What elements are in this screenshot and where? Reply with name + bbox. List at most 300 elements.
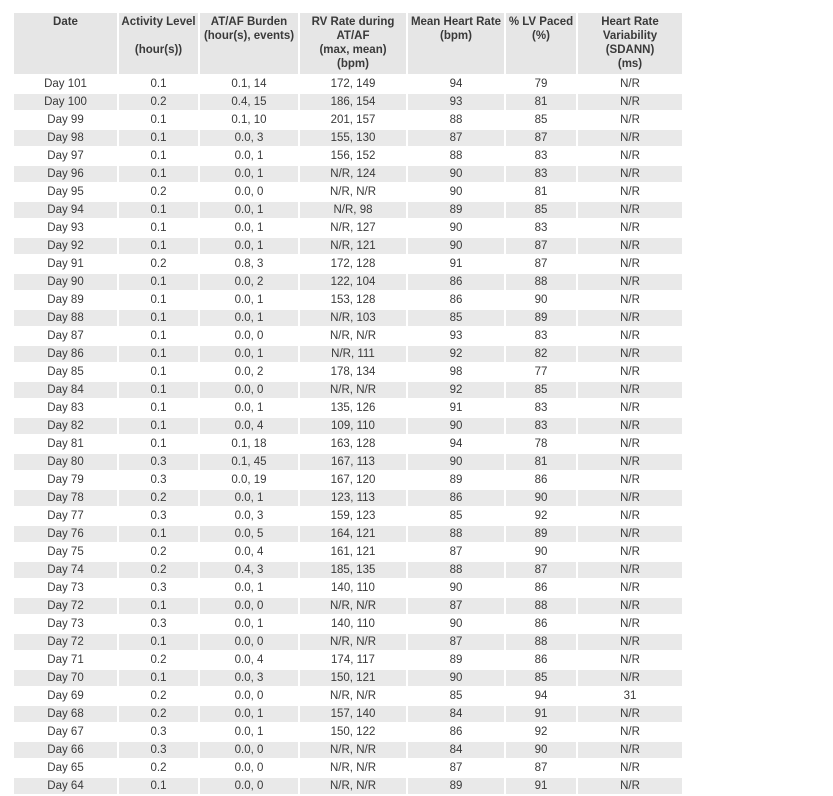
- column-header-burden: [200, 13, 298, 74]
- cell-activity: 0.1: [119, 382, 198, 398]
- table-row: [14, 94, 682, 110]
- cell-rv_rate: N/R, 124: [300, 166, 406, 182]
- cell-date: Day 101: [44, 78, 87, 90]
- cell-activity: 0.1: [119, 274, 198, 290]
- table-row: [14, 112, 682, 128]
- cell-mean_hr: 98: [449, 366, 463, 378]
- cell-mean_hr: 90: [449, 222, 463, 234]
- cell-mean_hr: 87: [408, 634, 504, 650]
- cell-activity: 0.1: [150, 114, 167, 126]
- table-row: [14, 292, 682, 308]
- cell-date: Day 80: [14, 454, 117, 470]
- cell-mean_hr: 94: [449, 78, 463, 90]
- cell-lv_paced: 83: [506, 418, 576, 434]
- cell-hrv: N/R: [578, 130, 682, 146]
- cell-activity: 0.3: [150, 474, 167, 486]
- cell-activity: 0.1: [119, 130, 198, 146]
- cell-lv_paced: 90: [506, 490, 576, 506]
- cell-lv_paced: 94: [534, 690, 548, 702]
- cell-date: Day 69: [47, 690, 84, 702]
- cell-activity: 0.1: [119, 346, 198, 362]
- cell-hrv: N/R: [620, 474, 640, 486]
- cell-mean_hr: 87: [449, 762, 463, 774]
- cell-lv_paced: 78: [534, 438, 548, 450]
- column-header-mean_hr: [408, 13, 504, 74]
- cell-rv_rate: N/R, N/R: [300, 634, 406, 650]
- cell-date: Day 68: [14, 706, 117, 722]
- header-spacer: [119, 29, 198, 43]
- cell-activity: 0.2: [150, 258, 167, 270]
- cell-mean_hr: 84: [408, 706, 504, 722]
- cell-activity: 0.3: [150, 582, 167, 594]
- cell-mean_hr: 85: [449, 510, 463, 522]
- table-row: [14, 634, 682, 650]
- cell-activity: 0.1: [119, 598, 198, 614]
- cell-date: Day 89: [47, 294, 84, 306]
- cell-hrv: N/R: [578, 670, 682, 686]
- cell-activity: 0.2: [119, 490, 198, 506]
- column-header-activity: [119, 13, 198, 74]
- cell-burden: 0.0, 1: [200, 346, 298, 362]
- cell-date: Day 93: [47, 222, 84, 234]
- cell-rv_rate: 155, 130: [300, 130, 406, 146]
- cell-date: Day 83: [47, 402, 84, 414]
- cell-lv_paced: 85: [506, 670, 576, 686]
- cell-date: Day 98: [14, 130, 117, 146]
- cell-rv_rate: 122, 104: [300, 274, 406, 290]
- cell-lv_paced: 90: [506, 742, 576, 758]
- cell-lv_paced: 87: [506, 562, 576, 578]
- cell-date: Day 70: [14, 670, 117, 686]
- cell-mean_hr: 85: [408, 310, 504, 326]
- table-row: [14, 256, 682, 272]
- cell-lv_paced: 87: [534, 258, 548, 270]
- cell-lv_paced: 81: [506, 454, 576, 470]
- cell-date: Day 94: [14, 202, 117, 218]
- cell-activity: 0.1: [150, 78, 167, 90]
- cell-hrv: N/R: [620, 258, 640, 270]
- cell-activity: 0.3: [150, 510, 167, 522]
- cell-date: Day 91: [47, 258, 84, 270]
- cell-burden: 0.4, 15: [200, 94, 298, 110]
- cell-burden: 0.0, 0: [234, 330, 264, 342]
- cell-rv_rate: N/R, N/R: [300, 778, 406, 794]
- column-header-lv_paced: [506, 13, 576, 74]
- cell-lv_paced: 91: [506, 706, 576, 722]
- cell-hrv: N/R: [620, 186, 640, 198]
- cell-mean_hr: 93: [408, 94, 504, 110]
- cell-rv_rate: 167, 120: [330, 474, 376, 486]
- cell-burden: 0.0, 0: [200, 634, 298, 650]
- cell-mean_hr: 93: [449, 330, 463, 342]
- cell-hrv: N/R: [578, 238, 682, 254]
- cell-activity: 0.2: [150, 690, 167, 702]
- cell-burden: 0.0, 1: [234, 402, 264, 414]
- header-line: Activity Level: [121, 16, 196, 28]
- cell-mean_hr: 86: [408, 274, 504, 290]
- cell-date: Day 97: [47, 150, 84, 162]
- cell-hrv: N/R: [620, 762, 640, 774]
- cell-burden: 0.4, 3: [200, 562, 298, 578]
- header-line: (max, mean): [319, 44, 387, 56]
- cell-burden: 0.0, 1: [200, 238, 298, 254]
- cell-burden: 0.0, 1: [234, 582, 264, 594]
- cell-lv_paced: 88: [506, 598, 576, 614]
- cell-hrv: N/R: [578, 490, 682, 506]
- table-header-row: [14, 13, 682, 74]
- cell-lv_paced: 86: [534, 654, 548, 666]
- cell-date: Day 67: [47, 726, 84, 738]
- cell-rv_rate: 150, 121: [300, 670, 406, 686]
- cell-burden: 0.0, 5: [200, 526, 298, 542]
- table-row: [14, 436, 682, 452]
- cell-lv_paced: 85: [506, 202, 576, 218]
- cell-hrv: N/R: [620, 726, 640, 738]
- cell-burden: 0.0, 19: [231, 474, 267, 486]
- table-row: [14, 652, 682, 668]
- cell-activity: 0.2: [119, 706, 198, 722]
- cell-date: Day 90: [14, 274, 117, 290]
- cell-activity: 0.1: [150, 438, 167, 450]
- cell-activity: 0.1: [150, 150, 167, 162]
- cell-mean_hr: 89: [408, 202, 504, 218]
- cell-hrv: N/R: [578, 346, 682, 362]
- cell-hrv: N/R: [620, 438, 640, 450]
- cell-hrv: N/R: [620, 510, 640, 522]
- table-row: [14, 616, 682, 632]
- cell-mean_hr: 90: [408, 166, 504, 182]
- cell-activity: 0.1: [150, 294, 167, 306]
- cell-rv_rate: 135, 126: [330, 402, 376, 414]
- cell-mean_hr: 88: [408, 526, 504, 542]
- cell-burden: 0.8, 3: [234, 258, 264, 270]
- cell-date: Day 74: [14, 562, 117, 578]
- cell-activity: 0.1: [150, 222, 167, 234]
- table-row: [14, 706, 682, 722]
- cell-activity: 0.1: [150, 366, 167, 378]
- table-row: [14, 598, 682, 614]
- cell-mean_hr: 90: [449, 582, 463, 594]
- column-header-hrv: [578, 13, 682, 74]
- cell-activity: 0.2: [119, 94, 198, 110]
- cell-hrv: N/R: [578, 166, 682, 182]
- table-row: [14, 490, 682, 506]
- cell-date: Day 76: [14, 526, 117, 542]
- cell-lv_paced: 81: [534, 186, 548, 198]
- cell-date: Day 100: [14, 94, 117, 110]
- column-header-date: [14, 13, 117, 74]
- cell-hrv: N/R: [620, 366, 640, 378]
- cell-hrv: N/R: [578, 562, 682, 578]
- cell-rv_rate: 164, 121: [300, 526, 406, 542]
- header-line: (SDANN): [605, 44, 655, 56]
- cell-burden: 0.1, 45: [200, 454, 298, 470]
- header-line: (ms): [617, 58, 643, 70]
- cell-activity: 0.1: [119, 166, 198, 182]
- cell-rv_rate: 156, 152: [330, 150, 376, 162]
- cell-lv_paced: 90: [534, 294, 548, 306]
- cell-lv_paced: 92: [534, 510, 548, 522]
- cell-hrv: N/R: [578, 742, 682, 758]
- cell-lv_paced: 87: [534, 762, 548, 774]
- cell-date: Day 96: [14, 166, 117, 182]
- cell-lv_paced: 83: [534, 222, 548, 234]
- cell-rv_rate: 174, 117: [331, 654, 375, 666]
- cell-burden: 0.0, 0: [200, 778, 298, 794]
- table-body: [14, 76, 682, 794]
- cell-activity: 0.3: [150, 618, 167, 630]
- cell-date: Day 72: [14, 634, 117, 650]
- table-row: [14, 454, 682, 470]
- cell-mean_hr: 94: [449, 438, 463, 450]
- cell-mean_hr: 90: [408, 670, 504, 686]
- cell-mean_hr: 88: [449, 114, 463, 126]
- cell-activity: 0.2: [119, 562, 198, 578]
- cell-burden: 0.0, 1: [200, 706, 298, 722]
- cell-rv_rate: N/R, 111: [300, 346, 406, 362]
- cell-hrv: N/R: [578, 778, 682, 794]
- cell-activity: 0.2: [150, 654, 167, 666]
- header-line: (bpm): [440, 30, 472, 42]
- cell-activity: 0.1: [119, 634, 198, 650]
- cell-date: Day 71: [47, 654, 84, 666]
- cell-hrv: N/R: [620, 114, 640, 126]
- cell-activity: 0.1: [119, 310, 198, 326]
- cell-date: Day 84: [14, 382, 117, 398]
- cell-lv_paced: 82: [506, 346, 576, 362]
- cell-date: Day 75: [47, 546, 84, 558]
- cell-burden: 0.0, 0: [234, 186, 264, 198]
- cell-mean_hr: 85: [449, 690, 463, 702]
- cell-rv_rate: 167, 113: [300, 454, 406, 470]
- cell-lv_paced: 86: [534, 582, 548, 594]
- cell-mean_hr: 90: [408, 454, 504, 470]
- table-row: [14, 418, 682, 434]
- cell-burden: 0.0, 0: [234, 762, 264, 774]
- header-line: (hour(s), events): [203, 30, 295, 42]
- table-row: [14, 760, 682, 776]
- header-line: AT/AF: [336, 30, 370, 42]
- cell-burden: 0.0, 1: [234, 150, 264, 162]
- cell-hrv: N/R: [578, 94, 682, 110]
- header-line: (hour(s)): [134, 44, 183, 56]
- cell-rv_rate: N/R, 127: [330, 222, 376, 234]
- cell-mean_hr: 90: [408, 238, 504, 254]
- table-row: [14, 148, 682, 164]
- cell-lv_paced: 85: [506, 382, 576, 398]
- cell-hrv: N/R: [620, 78, 640, 90]
- cell-date: Day 99: [47, 114, 84, 126]
- table-row: [14, 346, 682, 362]
- table-row: [14, 238, 682, 254]
- cell-hrv: N/R: [578, 202, 682, 218]
- cell-burden: 0.0, 1: [200, 166, 298, 182]
- table-row: [14, 778, 682, 794]
- table-row: [14, 562, 682, 578]
- cell-lv_paced: 83: [534, 402, 548, 414]
- cell-burden: 0.0, 0: [200, 598, 298, 614]
- table-row: [14, 202, 682, 218]
- cell-rv_rate: 201, 157: [330, 114, 376, 126]
- cell-lv_paced: 90: [534, 546, 548, 558]
- cell-lv_paced: 87: [506, 238, 576, 254]
- cell-hrv: N/R: [620, 582, 640, 594]
- cell-mean_hr: 88: [449, 150, 463, 162]
- table-row: [14, 508, 682, 524]
- cell-activity: 0.1: [119, 202, 198, 218]
- cell-activity: 0.2: [150, 762, 167, 774]
- cell-hrv: N/R: [620, 402, 640, 414]
- cell-lv_paced: 88: [506, 274, 576, 290]
- column-header-rv_rate: [300, 13, 406, 74]
- cell-rv_rate: 159, 123: [330, 510, 376, 522]
- cell-hrv: N/R: [578, 274, 682, 290]
- cell-burden: 0.0, 1: [200, 310, 298, 326]
- table-row: [14, 382, 682, 398]
- cell-date: Day 87: [47, 330, 84, 342]
- header-line: Heart Rate: [601, 16, 659, 28]
- cell-mean_hr: 91: [449, 402, 463, 414]
- cell-lv_paced: 88: [506, 634, 576, 650]
- table-row: [14, 220, 682, 236]
- cell-rv_rate: 150, 122: [330, 726, 376, 738]
- cell-mean_hr: 92: [408, 382, 504, 398]
- cell-lv_paced: 79: [534, 78, 548, 90]
- table-row: [14, 742, 682, 758]
- cell-lv_paced: 83: [506, 166, 576, 182]
- cell-hrv: N/R: [578, 454, 682, 470]
- cell-date: Day 92: [14, 238, 117, 254]
- cell-hrv: N/R: [578, 598, 682, 614]
- cell-rv_rate: 109, 110: [300, 418, 406, 434]
- cell-mean_hr: 87: [449, 546, 463, 558]
- cell-date: Day 78: [14, 490, 117, 506]
- cell-date: Day 73: [47, 618, 84, 630]
- cell-mean_hr: 90: [449, 186, 463, 198]
- cell-burden: 0.0, 3: [200, 670, 298, 686]
- cell-hrv: N/R: [620, 546, 640, 558]
- cell-rv_rate: N/R, 121: [300, 238, 406, 254]
- cell-date: Day 82: [14, 418, 117, 434]
- cell-mean_hr: 92: [408, 346, 504, 362]
- cell-mean_hr: 87: [408, 598, 504, 614]
- cell-mean_hr: 91: [449, 258, 463, 270]
- cell-rv_rate: N/R, 103: [300, 310, 406, 326]
- cell-hrv: N/R: [620, 618, 640, 630]
- cell-activity: 0.3: [119, 454, 198, 470]
- cell-mean_hr: 86: [449, 294, 463, 306]
- table-row: [14, 364, 682, 380]
- cell-burden: 0.0, 0: [200, 382, 298, 398]
- cell-rv_rate: N/R, N/R: [330, 186, 376, 198]
- cell-burden: 0.0, 1: [234, 294, 264, 306]
- cell-lv_paced: 85: [534, 114, 548, 126]
- cell-burden: 0.0, 4: [200, 418, 298, 434]
- cell-rv_rate: N/R, N/R: [300, 742, 406, 758]
- header-line: Date: [53, 16, 78, 28]
- header-line: (%): [532, 30, 550, 42]
- cell-burden: 0.0, 1: [200, 490, 298, 506]
- cell-burden: 0.0, 2: [200, 274, 298, 290]
- cell-activity: 0.1: [119, 526, 198, 542]
- header-line: Mean Heart Rate: [410, 16, 502, 28]
- header-line: (bpm): [337, 58, 369, 70]
- cell-hrv: N/R: [578, 634, 682, 650]
- cell-burden: 0.0, 0: [200, 742, 298, 758]
- cell-burden: 0.0, 2: [234, 366, 264, 378]
- header-line: % LV Paced: [508, 16, 574, 28]
- cell-lv_paced: 87: [506, 130, 576, 146]
- cell-mean_hr: 89: [449, 474, 463, 486]
- cell-mean_hr: 86: [408, 490, 504, 506]
- cell-activity: 0.1: [119, 418, 198, 434]
- cell-lv_paced: 77: [534, 366, 548, 378]
- cell-rv_rate: 172, 128: [330, 258, 376, 270]
- cell-rv_rate: N/R, N/R: [330, 690, 376, 702]
- cell-burden: 0.0, 1: [234, 222, 264, 234]
- table-row: [14, 670, 682, 686]
- cell-burden: 0.0, 3: [234, 510, 264, 522]
- cell-date: Day 73: [47, 582, 84, 594]
- cell-date: Day 66: [14, 742, 117, 758]
- cell-date: Day 79: [47, 474, 84, 486]
- cell-lv_paced: 91: [506, 778, 576, 794]
- cell-activity: 0.3: [119, 742, 198, 758]
- cell-activity: 0.2: [150, 546, 167, 558]
- cell-hrv: N/R: [620, 150, 640, 162]
- header-line: RV Rate during: [311, 16, 395, 28]
- cell-burden: 0.1, 14: [231, 78, 267, 90]
- cell-lv_paced: 86: [534, 618, 548, 630]
- cell-hrv: N/R: [578, 706, 682, 722]
- cell-hrv: N/R: [578, 418, 682, 434]
- table-row: [14, 724, 682, 740]
- cell-lv_paced: 89: [506, 310, 576, 326]
- cell-date: Day 77: [47, 510, 84, 522]
- table-row: [14, 130, 682, 146]
- cell-rv_rate: 161, 121: [330, 546, 376, 558]
- header-line: Variability: [602, 30, 658, 42]
- cell-burden: 0.0, 1: [200, 202, 298, 218]
- cell-rv_rate: 163, 128: [330, 438, 376, 450]
- cell-hrv: N/R: [620, 654, 640, 666]
- cell-mean_hr: 84: [408, 742, 504, 758]
- cell-burden: 0.0, 3: [200, 130, 298, 146]
- cell-hrv: 31: [623, 690, 637, 702]
- cell-lv_paced: 89: [506, 526, 576, 542]
- cell-burden: 0.1, 10: [231, 114, 267, 126]
- table-row: [14, 544, 682, 560]
- cell-lv_paced: 83: [534, 330, 548, 342]
- device-data-table: [12, 11, 684, 796]
- cell-date: Day 95: [47, 186, 84, 198]
- cell-mean_hr: 86: [449, 726, 463, 738]
- header-line: AT/AF Burden: [210, 16, 288, 28]
- cell-date: Day 65: [47, 762, 84, 774]
- cell-hrv: N/R: [578, 310, 682, 326]
- table-row: [14, 310, 682, 326]
- cell-mean_hr: 90: [449, 618, 463, 630]
- cell-rv_rate: 123, 113: [300, 490, 406, 506]
- cell-rv_rate: N/R, N/R: [330, 762, 376, 774]
- cell-date: Day 64: [14, 778, 117, 794]
- cell-date: Day 85: [47, 366, 84, 378]
- cell-activity: 0.1: [150, 330, 167, 342]
- cell-rv_rate: 172, 149: [330, 78, 376, 90]
- cell-activity: 0.1: [119, 778, 198, 794]
- cell-rv_rate: 186, 154: [300, 94, 406, 110]
- cell-lv_paced: 92: [534, 726, 548, 738]
